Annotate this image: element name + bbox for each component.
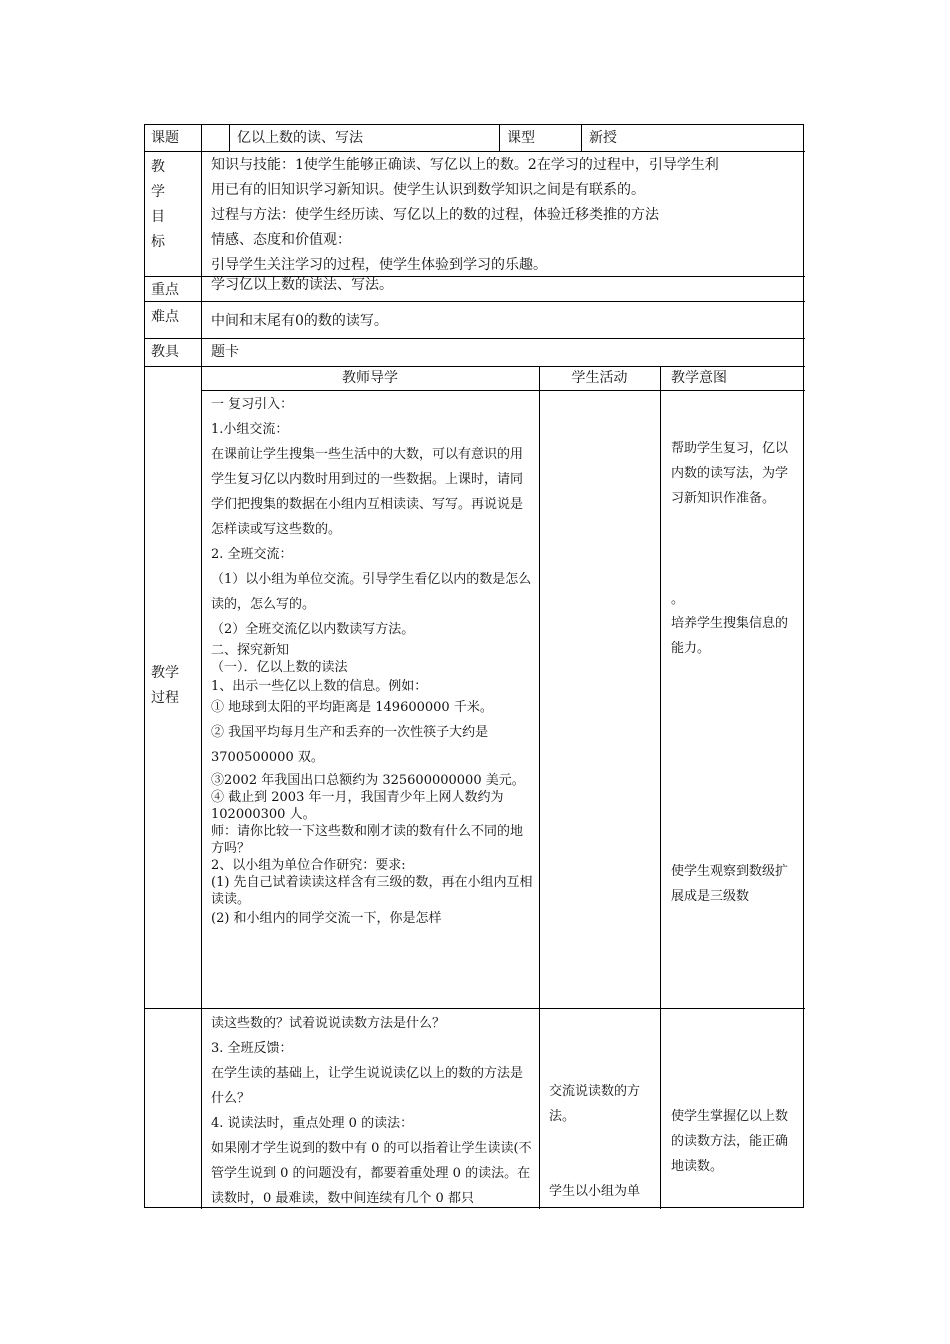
goals-line: 引导学生关注学习的过程，使学生体验到学习的乐趣。 xyxy=(211,257,547,273)
key-point-label: 重点 xyxy=(151,282,179,298)
goals-label-char: 学 xyxy=(151,184,165,200)
info-title: 1、出示一些亿以上数的信息。例如： xyxy=(211,679,428,694)
lesson-plan-table xyxy=(144,124,804,1208)
group-text: 在课前让学生搜集一些生活中的大数，可以有意识的用学生复习亿以内数时用到过的一些数据。上课时，请同学们把搜集的数据在小组内互相读读、写写。再说说是怎样读或写这些数的。 xyxy=(211,447,524,537)
topic-value: 亿以上数的读、写法 xyxy=(237,130,363,146)
goals-line: 知识与技能：1使学生能够正确读、写亿以上的数。2在学习的过程中，引导学生利 xyxy=(211,157,719,173)
key-point-text: 学习亿以上数的读法、写法。 xyxy=(211,277,393,293)
tools-text: 题卡 xyxy=(211,344,239,360)
continuation-intent: 使学生掌握亿以上数的读数方法，能正确地读数。 xyxy=(671,1109,789,1174)
goals-label xyxy=(151,155,181,255)
review-title: 一 复习引入： xyxy=(211,397,294,412)
goals-line: 过程与方法：使学生经历读、写亿以上的数的过程，体验迁移类推的方法 xyxy=(211,207,659,223)
goals-line: 用已有的旧知识学习新知识。使学生认识到数学知识之间是有联系的。 xyxy=(211,182,645,198)
continuation-line: 3. 全班反馈： xyxy=(211,1041,293,1056)
process-label xyxy=(151,661,195,711)
continuation-line: 4. 说读法时，重点处理 0 的读法： xyxy=(211,1116,414,1131)
continuation-line: 在学生读的基础上，让学生说说读亿以上的数的方法是什么？ xyxy=(211,1066,524,1106)
col-header-student: 学生活动 xyxy=(571,370,628,386)
coop-title: 2、以小组为单位合作研究：要求: xyxy=(211,858,406,873)
intent-a: 帮助学生复习，亿以内数的读写法，为学习新知识作准备。 xyxy=(671,441,789,506)
coop-item: (2) 和小组内的同学交流一下，你是怎样 xyxy=(211,911,442,926)
student-activity-a: 交流说读数的方法。 xyxy=(549,1084,641,1124)
intent-c: 使学生观察到数级扩展成是三级数 xyxy=(671,864,789,904)
class-item: （2）全班交流亿以内数读写方法。 xyxy=(211,622,415,637)
continuation-line: 如果刚才学生说到的数中有 0 的可以指着让学生读读(不管学生说到 0 的问题没有，都要着重处理 0 的读法。在读数时，0 最难读，数中间连续有几个 0 都只 xyxy=(211,1141,532,1206)
example-item: ① 地球到太阳的平均距离是 149600000 千米。 xyxy=(211,700,493,715)
example-item: ③2002 年我国出口总额约为 325600000000 美元。 xyxy=(211,773,525,788)
class-title: 2. 全班交流： xyxy=(211,547,293,562)
group-title: 1.小组交流： xyxy=(211,422,289,437)
tools-label: 教具 xyxy=(151,344,179,360)
explore-title: 二、探究新知 xyxy=(211,643,290,658)
difficulty-text: 中间和末尾有0的数的读写。 xyxy=(211,313,388,329)
process-label-line: 教学 xyxy=(151,665,179,681)
example-item: ② 我国平均每月生产和丢弃的一次性筷子大约是3700500000 双。 xyxy=(211,725,489,765)
goals-label-char: 目 xyxy=(151,209,165,225)
teacher-guidance xyxy=(211,392,533,927)
continuation-teacher xyxy=(211,1011,533,1211)
explore-sub: （一）．亿以上数的读法 xyxy=(211,660,348,675)
difficulty-label: 难点 xyxy=(151,309,179,325)
goals-text xyxy=(211,153,803,278)
col-header-teacher: 教师导学 xyxy=(342,370,398,386)
example-item: ④ 截止到 2003 年一月，我国青少年上网人数约为102000300 人。 xyxy=(211,790,504,822)
teacher-question: 师：请你比较一下这些数和刚才读的数有什么不同的地方吗？ xyxy=(211,824,524,856)
student-activity-b: 学生以小组为单 xyxy=(549,1184,641,1199)
class-item: （1）以小组为单位交流。引导学生看亿以内的数是怎么读的，怎么写的。 xyxy=(211,572,532,612)
goals-line: 情感、态度和价值观： xyxy=(211,232,351,248)
goals-label-char: 标 xyxy=(151,234,165,250)
intent-b: 培养学生搜集信息的能力。 xyxy=(671,616,789,656)
goals-label-char: 教 xyxy=(151,159,165,175)
col-header-intent: 教学意图 xyxy=(671,370,727,386)
process-label-line: 过程 xyxy=(151,690,179,706)
type-value: 新授 xyxy=(589,130,617,146)
intent-b-dot: 。 xyxy=(671,592,685,607)
topic-label: 课题 xyxy=(151,130,179,146)
coop-item: (1) 先自己试着读读这样含有三级的数，再在小组内互相读读。 xyxy=(211,875,533,907)
continuation-line: 读这些数的？试着说说读数方法是什么？ xyxy=(211,1016,446,1031)
type-label: 课型 xyxy=(507,130,535,146)
